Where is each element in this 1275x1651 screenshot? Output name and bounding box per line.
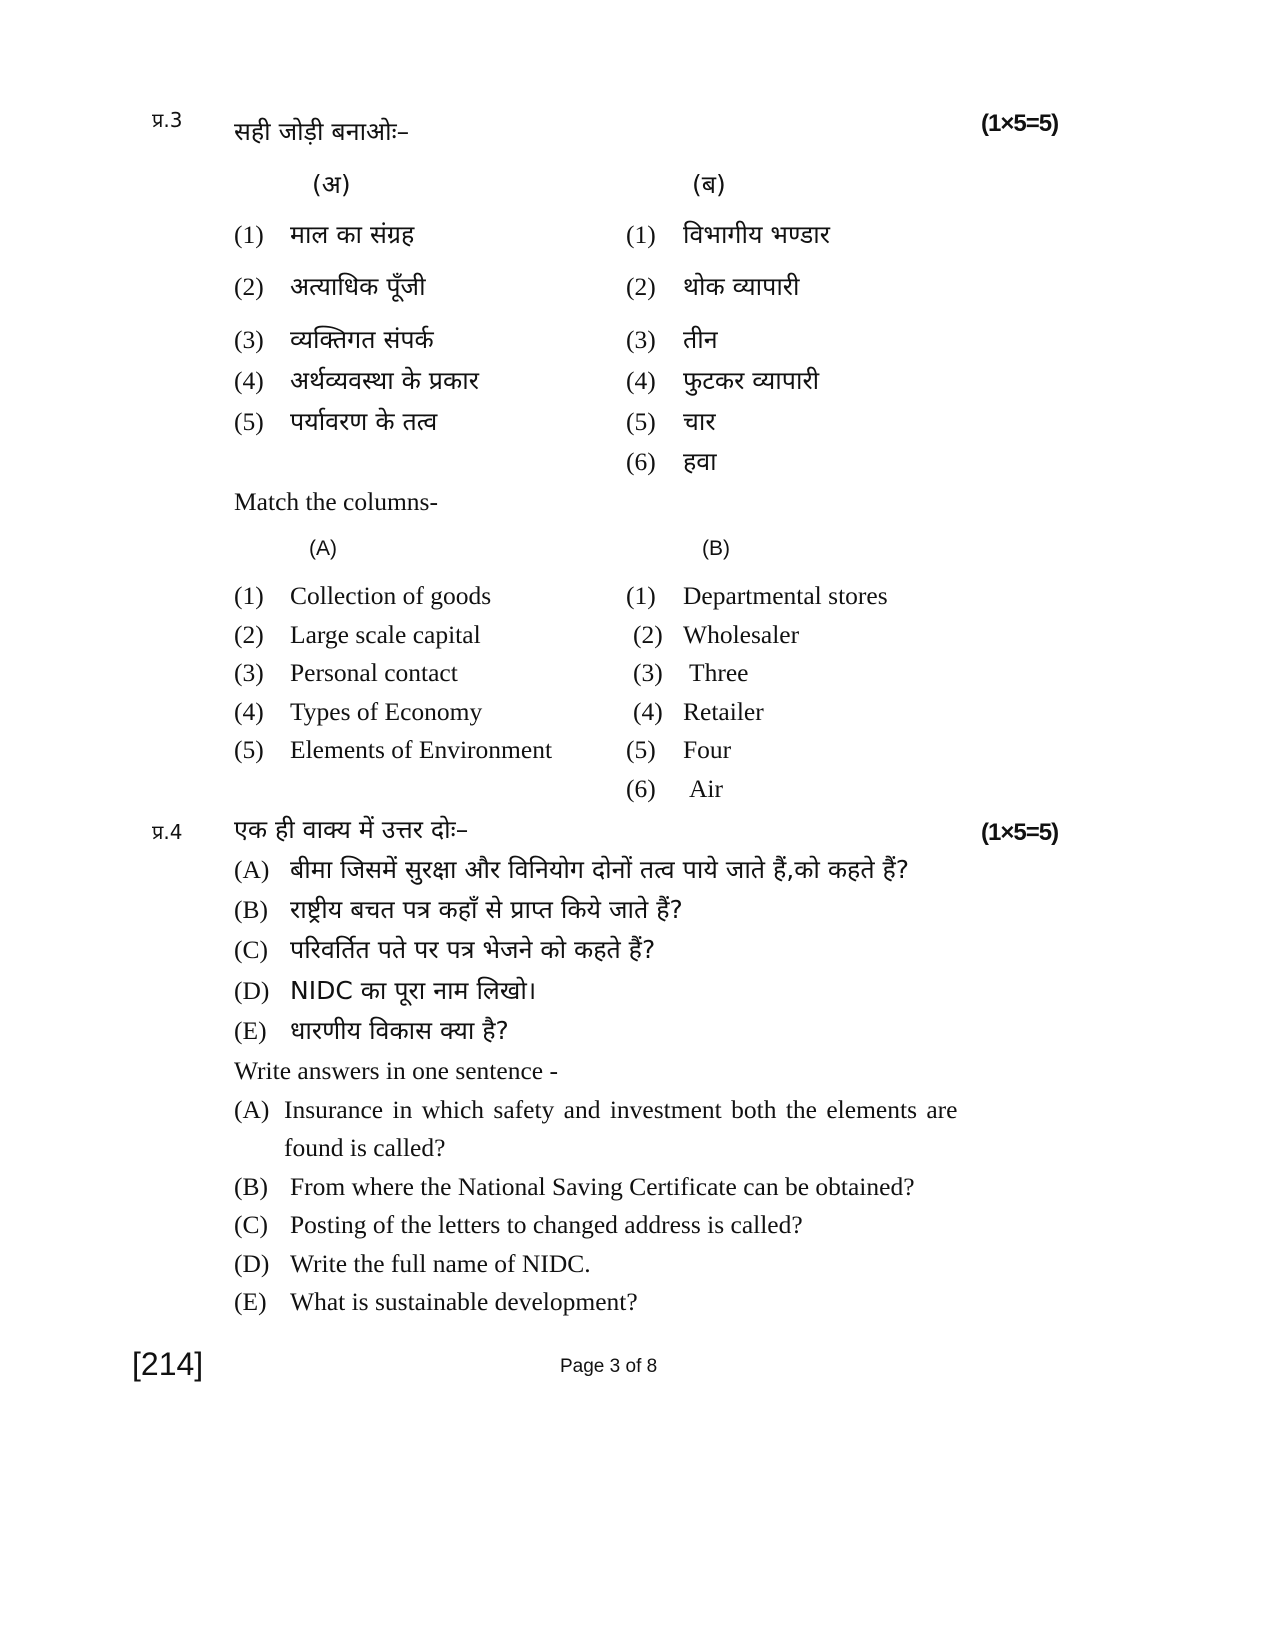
- list-item: Large scale capital: [290, 620, 481, 649]
- list-item-number: (D): [234, 1249, 270, 1278]
- list-item-number: (4): [626, 366, 656, 395]
- list-item: तीन: [683, 325, 718, 354]
- hindi-column-a-heading: (अ): [312, 170, 351, 199]
- list-item-number: (D): [234, 976, 270, 1005]
- list-item: Types of Economy: [290, 697, 483, 726]
- list-item: Departmental stores: [683, 581, 888, 610]
- list-item-number: (6): [626, 774, 656, 803]
- list-item-number: (C): [234, 935, 268, 964]
- question-4-marks: (1×5=5): [981, 819, 1059, 846]
- list-item-number: (E): [234, 1016, 267, 1045]
- list-item: Personal contact: [290, 658, 458, 687]
- list-item-number: (E): [234, 1287, 267, 1316]
- list-item-number: (5): [626, 735, 656, 764]
- list-item-number: (A): [234, 1095, 270, 1124]
- question-4-title-hindi: एक ही वाक्य में उत्तर दोः–: [234, 815, 469, 844]
- list-item-number: (2): [234, 620, 264, 649]
- list-item-number: (6): [626, 447, 656, 476]
- list-item-number: (B): [234, 895, 268, 924]
- list-item: विभागीय भण्डार: [683, 220, 830, 249]
- question-3-number: प्र.3: [152, 108, 183, 132]
- list-item: परिवर्तित पते पर पत्र भेजने को कहते हैं?: [290, 935, 656, 964]
- page-number: Page 3 of 8: [560, 1356, 658, 1377]
- list-item: Insurance in which safety and investment both the elements are: [284, 1095, 958, 1124]
- list-item: हवा: [683, 447, 717, 476]
- list-item: व्यक्तिगत संपर्क: [290, 325, 434, 354]
- list-item: बीमा जिसमें सुरक्षा और विनियोग दोनों तत्व पाये जाते हैं,को कहते हैं?: [290, 855, 910, 884]
- list-item-number: (1): [234, 581, 264, 610]
- list-item: फुटकर व्यापारी: [683, 366, 820, 395]
- list-item-number: (1): [234, 220, 264, 249]
- list-item: अर्थव्यवस्था के प्रकार: [290, 366, 479, 395]
- list-item-number: (5): [234, 735, 264, 764]
- list-item-continuation: found is called?: [284, 1133, 446, 1162]
- list-item-number: (3): [234, 658, 264, 687]
- question-3-marks: (1×5=5): [981, 110, 1059, 137]
- list-item: Four: [683, 735, 732, 764]
- list-item: थोक व्यापारी: [683, 272, 800, 301]
- question-3-title-english: Match the columns-: [234, 487, 438, 516]
- list-item-number: (4): [234, 697, 264, 726]
- list-item: From where the National Saving Certificate can be obtained?: [290, 1172, 915, 1201]
- list-item-number: (A): [234, 855, 270, 884]
- list-item: पर्यावरण के तत्व: [290, 407, 438, 436]
- list-item-number: (1): [626, 581, 656, 610]
- question-3-title-hindi: सही जोड़ी बनाओः–: [234, 117, 410, 146]
- hindi-column-b-heading: (ब): [692, 170, 726, 199]
- paper-code: [214]: [132, 1346, 204, 1382]
- list-item: चार: [683, 407, 716, 436]
- list-item: Posting of the letters to changed address is called?: [290, 1210, 803, 1239]
- question-4-title-english: Write answers in one sentence -: [234, 1056, 558, 1085]
- list-item-number: (1): [626, 220, 656, 249]
- question-4-number: प्र.4: [152, 820, 183, 844]
- list-item: Three: [689, 658, 749, 687]
- list-item: धारणीय विकास क्या है?: [290, 1016, 509, 1045]
- list-item-number: (2): [626, 272, 656, 301]
- list-item-number: (3): [633, 658, 663, 687]
- list-item-number: (3): [626, 325, 656, 354]
- list-item-number: (5): [234, 407, 264, 436]
- english-column-a-heading: (A): [309, 537, 337, 560]
- list-item-number: (B): [234, 1172, 268, 1201]
- list-item-number: (4): [633, 697, 663, 726]
- list-item-number: (2): [633, 620, 663, 649]
- list-item: What is sustainable development?: [290, 1287, 638, 1316]
- list-item: अत्याधिक पूँजी: [290, 272, 426, 301]
- list-item: NIDC का पूरा नाम लिखो।: [290, 976, 537, 1005]
- list-item-number: (4): [234, 366, 264, 395]
- list-item: Write the full name of NIDC.: [290, 1249, 591, 1278]
- list-item: Air: [689, 774, 723, 803]
- english-column-b-heading: (B): [702, 537, 730, 560]
- list-item-number: (3): [234, 325, 264, 354]
- list-item: Wholesaler: [683, 620, 800, 649]
- list-item: Retailer: [683, 697, 764, 726]
- list-item: राष्ट्रीय बचत पत्र कहाँ से प्राप्त किये जाते हैं?: [290, 895, 683, 924]
- list-item-number: (5): [626, 407, 656, 436]
- list-item: Collection of goods: [290, 581, 492, 610]
- list-item: माल का संग्रह: [290, 220, 415, 249]
- list-item: Elements of Environment: [290, 735, 553, 764]
- list-item-number: (C): [234, 1210, 268, 1239]
- list-item-number: (2): [234, 272, 264, 301]
